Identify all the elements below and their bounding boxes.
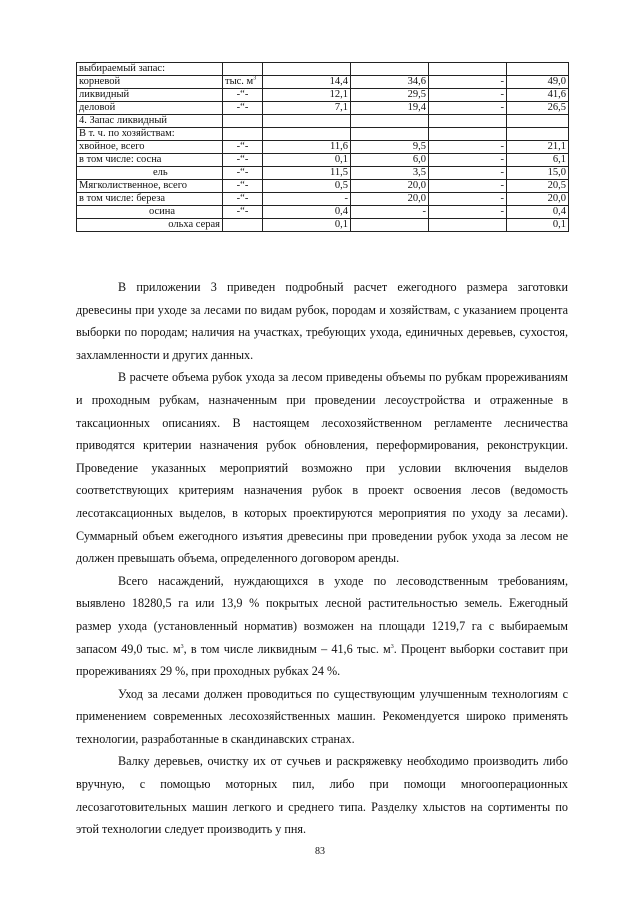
row-value [507,115,569,128]
paragraph-3 [76,570,568,683]
row-unit: -“- [223,154,263,167]
table-row [77,76,569,89]
row-name: осина [77,206,223,219]
row-name: ель [77,167,223,180]
page-number: 83 [315,846,325,857]
table-row [77,89,569,102]
row-value: 20,0 [351,193,429,206]
row-value [263,115,351,128]
row-value: 21,1 [507,141,569,154]
row-value: 26,5 [507,102,569,115]
superscript: 3 [390,643,394,650]
row-value [429,128,507,141]
row-value: 14,4 [263,76,351,89]
row-value: - [429,167,507,180]
row-value [263,63,351,76]
row-unit [223,219,263,232]
table-row [77,167,569,180]
paragraph-4: Уход за лесами должен проводиться по существующим улучшенным технологиям с применением современных лесохозяйственных машин. Рекомендуется широко применять технологии, разработанные в скандинавских странах. [76,686,568,746]
row-value [429,115,507,128]
superscript: 3 [180,643,184,650]
row-value [351,128,429,141]
table-row [77,115,569,128]
row-value: 0,1 [263,219,351,232]
timber-stock-table [76,62,569,232]
row-value: 20,0 [351,180,429,193]
row-name: в том числе: сосна [77,154,223,167]
paragraph-5: Валку деревьев, очистку их от сучьев и раскряжевку необходимо производить либо вручную, с помощью моторных пил, либо при помощи многооперационных лесозаготовительных машин легкого и среднего типа. Разделку хлыстов на сортименты по этой технологии следует производить у пня. [76,754,568,837]
row-value [351,219,429,232]
row-name: ликвидный [77,89,223,102]
table-row [77,193,569,206]
row-unit [223,63,263,76]
row-value: 0,1 [263,154,351,167]
paragraph-3-part: , в том числе ликвидным – 41,6 тыс. м [183,641,391,656]
table-row [77,219,569,232]
table-row [77,128,569,141]
row-value: - [429,141,507,154]
table-row [77,141,569,154]
row-value: 6,1 [507,154,569,167]
row-value: - [429,76,507,89]
row-value: 9,5 [351,141,429,154]
row-name: хвойное, всего [77,141,223,154]
row-value: 41,6 [507,89,569,102]
row-value: 20,5 [507,180,569,193]
row-value: 34,6 [351,76,429,89]
row-value: 7,1 [263,102,351,115]
paragraph-3-part: . Процент выборки составит при прореживаниях 29 %, при проходных рубках 24 %. [76,641,568,679]
row-value: 19,4 [351,102,429,115]
row-unit: -“- [223,193,263,206]
row-value [263,128,351,141]
table-row [77,206,569,219]
row-name: ольха серая [77,219,223,232]
row-name: деловой [77,102,223,115]
row-value: 15,0 [507,167,569,180]
row-name: выбираемый запас: [77,63,223,76]
row-unit [223,76,263,89]
paragraph-1: В приложении 3 приведен подробный расчет ежегодного размера заготовки древесины при уходе за лесами по видам рубок, породам и хозяйствам, с указанием процента выборки по породам; наличия на участках, требующих ухода, единичных деревьев, сухостоя, захламленности и других данных. [76,280,568,362]
row-unit [223,128,263,141]
table-row [77,63,569,76]
row-value: - [429,102,507,115]
row-unit: -“- [223,180,263,193]
row-value [429,219,507,232]
paragraph-3-part: Всего насаждений, нуждающихся в уходе по лесоводственным требованиям, выявлено 18280,5 га или 13,9 % покрытых лесной растительностью земель. Ежегодный размер ухода (установленный норматив) возможен на площади 1219,7 га с выбираемым запасом 49,0 тыс. м [76,573,568,656]
row-value [351,63,429,76]
unit-superscript: 3 [253,75,257,82]
table-row [77,154,569,167]
unit-text: тыс. м [225,76,254,87]
row-value: - [429,89,507,102]
row-value: 49,0 [507,76,569,89]
paragraph-2: В расчете объема рубок ухода за лесом приведены объемы по рубкам прореживаниям и проходным рубкам, назначенным при проведении лесоустройства и отраженные в таксационных описаниях. В настоящем лесохозяйственном регламенте лесничества приводятся критерии назначения рубок обновления, переформирования, реконструкции. Проведение указанных мероприятий возможно при условии включения выделов соответствующих критериям назначения рубок в проект освоения лесов (ведомость лесотаксационных выделов, в которых проектируются мероприятия по уходу за лесами). Суммарный объем ежегодного изъятия древесины при проведении рубок ухода за лесом не должен превышать объема, определенного договором аренды. [76,370,568,566]
row-value: - [429,180,507,193]
table-row [77,102,569,115]
row-unit [223,115,263,128]
row-value: 11,5 [263,167,351,180]
row-value: 0,4 [263,206,351,219]
row-value: 0,5 [263,180,351,193]
row-unit: -“- [223,102,263,115]
row-value: 3,5 [351,167,429,180]
row-name: корневой [77,76,223,89]
row-value [507,128,569,141]
row-name: В т. ч. по хозяйствам: [77,128,223,141]
row-value [429,63,507,76]
row-value: 12,1 [263,89,351,102]
row-value: - [429,154,507,167]
row-value: 11,6 [263,141,351,154]
row-value: 6,0 [351,154,429,167]
row-value: 29,5 [351,89,429,102]
row-name: в том числе: береза [77,193,223,206]
row-unit: -“- [223,167,263,180]
row-value: 0,4 [507,206,569,219]
row-unit: -“- [223,206,263,219]
row-name: Мягколиственное, всего [77,180,223,193]
row-unit: -“- [223,89,263,102]
row-value: - [429,193,507,206]
table-row [77,180,569,193]
body-text [76,276,568,841]
row-value [507,63,569,76]
row-unit: -“- [223,141,263,154]
row-value: - [351,206,429,219]
row-value: - [429,206,507,219]
row-value: - [263,193,351,206]
row-value [351,115,429,128]
row-name: 4. Запас ликвидный [77,115,223,128]
row-value: 20,0 [507,193,569,206]
row-value: 0,1 [507,219,569,232]
